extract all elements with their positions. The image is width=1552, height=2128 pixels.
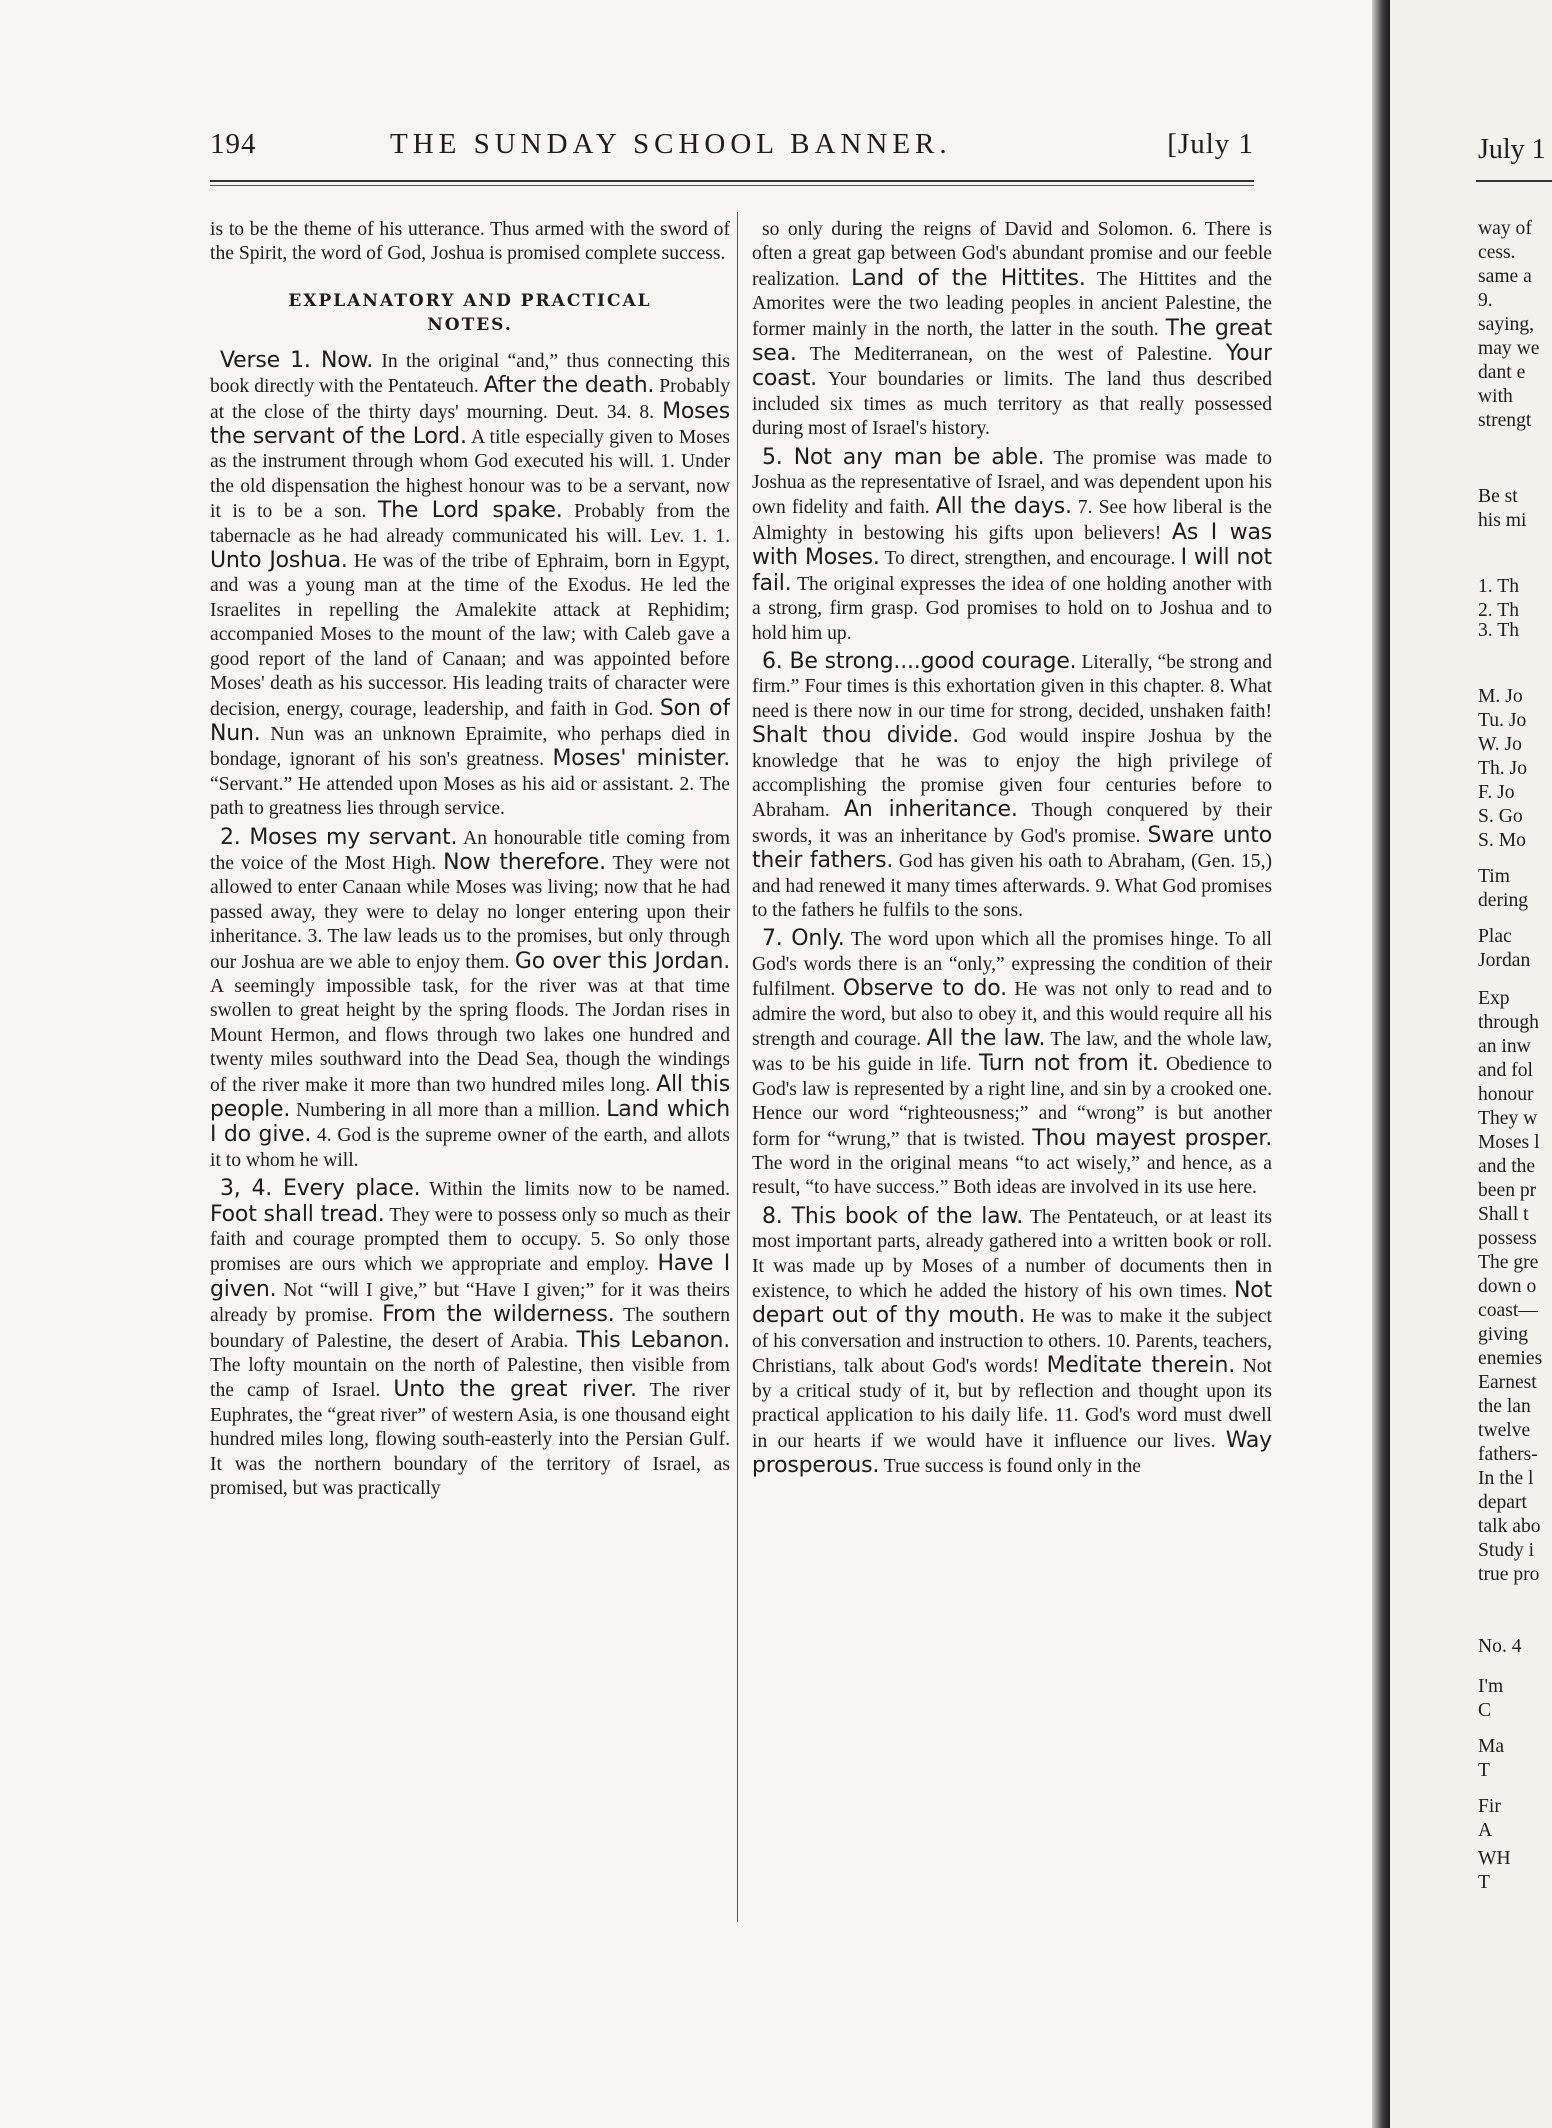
next-page-line: T [1478, 1872, 1490, 1893]
note-text: Your boundaries or limits. The land thus described included six times as much territory as that really possessed during most of Israel's history. [752, 369, 1272, 440]
next-page-line: Moses l [1478, 1132, 1540, 1153]
next-page-line: Tim [1478, 866, 1510, 887]
note-keyword: This Lebanon. [576, 1327, 730, 1353]
next-page-line: Tu. Jo [1478, 710, 1527, 731]
note-text: “Servant.” He attended upon Moses as his aid or assistant. 2. The path to greatness lies through service. [210, 773, 730, 820]
note-paragraph [210, 349, 730, 822]
note-text: 7. See how liberal is the Almighty in bestowing his gifts upon believers! [752, 497, 1272, 544]
next-page-line: enemies [1478, 1348, 1543, 1369]
next-page-line: way of [1478, 218, 1532, 239]
note-text: 4. God is the supreme owner of the earth, and allots it to whom he will. [210, 1125, 730, 1171]
note-text: The word upon which all the promises hinge. To all God's words there is an “only,” expressing the condition of their fulfilment. [752, 929, 1272, 1001]
next-page-line: 2. Th [1478, 600, 1520, 621]
note-keyword: Now therefore. [443, 849, 606, 875]
note-paragraph [752, 927, 1272, 1200]
next-page-line: twelve [1478, 1420, 1531, 1441]
note-keyword: After the death. [483, 373, 655, 399]
next-page-line: dant e [1478, 362, 1526, 383]
note-text: To direct, strengthen, and encourage. [879, 548, 1181, 570]
note-keyword: 8. This book of the law. [762, 1203, 1024, 1229]
note-text: Within the limits now to be named. [420, 1179, 730, 1201]
next-page-line: Plac [1478, 926, 1512, 947]
next-page-line: through [1478, 1012, 1539, 1033]
next-page-line: true pro [1478, 1564, 1540, 1585]
next-page-line: Shall t [1478, 1204, 1529, 1225]
note-text: God has given his oath to Abraham, (Gen. 15,) and had renewed it many times afterwards. 9. What God promises to the fathers he fulfils to the sons. [752, 851, 1272, 921]
next-page-line: dering [1478, 890, 1529, 911]
note-text: He was to make it the subject of his conversation and instruction to others. 10. Parents, teachers, Christians, talk about God's words! [752, 1306, 1272, 1378]
note-paragraph [752, 218, 1272, 442]
next-page-line: may we [1478, 338, 1540, 359]
note-text: Obedience to God's law is represented by a right line, and sin by a crooked one. Hence our word “righteousness;” and “wrong” is but another form for “wrung,” that is twisted. [752, 1054, 1272, 1150]
note-keyword: All the days. [935, 494, 1072, 520]
note-text: The Mediterranean, on the west of Palestine. [796, 344, 1226, 366]
note-keyword: The great sea. [752, 315, 1272, 367]
next-page-line: A [1478, 1820, 1493, 1841]
note-keyword: 3, 4. Every place. [220, 1176, 421, 1202]
page-number: 194 [210, 128, 257, 160]
next-page-line: the lan [1478, 1396, 1531, 1417]
note-keyword: The Lord spake. [377, 498, 563, 524]
note-keyword: 5. Not any man be able. [762, 444, 1045, 470]
next-page-line: and fol [1478, 1060, 1533, 1081]
next-page-line: C [1478, 1700, 1492, 1721]
note-text: The southern boundary of Palestine, the desert of Arabia. [210, 1305, 730, 1352]
next-page-line: S. Mo [1478, 830, 1526, 851]
note-keyword: Foot shall tread. [210, 1201, 385, 1227]
note-keyword: From the wilderness. [382, 1302, 615, 1328]
note-keyword: 6. Be strong....good courage. [762, 648, 1077, 674]
next-page-line: Fir [1478, 1796, 1501, 1817]
next-page-edge [1390, 0, 1552, 2128]
note-text: An honourable title coming from the voice of the Most High. [210, 827, 730, 874]
binding-gutter [1372, 0, 1390, 2128]
note-text: Probably at the close of the thirty days' mourning. Deut. 34. 8. [210, 376, 730, 423]
note-text: The word in the original means “to act wisely,” and hence, as a result, “to have success.” Both ideas are involved in its use here. [752, 1153, 1272, 1199]
next-page-line: I'm [1478, 1676, 1504, 1697]
next-page-line: Th. Jo [1478, 758, 1527, 779]
note-keyword: Shalt thou divide. [752, 723, 960, 749]
note-keyword: Moses the servant of the Lord. [210, 398, 730, 450]
next-page-line: Earnest [1478, 1372, 1537, 1393]
next-page-line: honour [1478, 1084, 1534, 1105]
column-divider [737, 212, 738, 1922]
header-rule [210, 180, 1254, 186]
next-page-line: 3. Th [1478, 620, 1520, 641]
note-text: so only during the reigns of David and Solomon. 6. There is often a great gap between God's abundant promise and our feeble realization. [752, 219, 1272, 290]
note-keyword: Verse 1. Now. [220, 347, 374, 373]
next-page-line: coast— [1478, 1300, 1538, 1321]
running-header [210, 128, 1254, 168]
note-keyword: As I was with Moses. [752, 519, 1272, 571]
note-paragraph [210, 826, 730, 1174]
left-column [210, 218, 730, 1928]
next-page-line: talk abo [1478, 1516, 1541, 1537]
note-text: Not “will I give,” but “Have I given;” for it was theirs already by promise. [210, 1279, 730, 1327]
note-keyword: Turn not from it. [978, 1051, 1159, 1077]
note-keyword: Your coast. [752, 341, 1272, 392]
note-keyword: Not depart out of thy mouth. [752, 1278, 1272, 1329]
next-page-line: No. 4 [1478, 1636, 1522, 1657]
note-text: The original expresses the idea of one holding another with a strong, firm grasp. God promises to hold on to Joshua and to hold him up. [752, 573, 1272, 644]
note-keyword: Land of the Hittites. [851, 265, 1086, 291]
next-page-line: Exp [1478, 988, 1510, 1009]
next-page-line: S. Go [1478, 806, 1523, 827]
note-text: The promise was made to Joshua as the representative of Israel, and was dependent upon his own fidelity and faith. [752, 447, 1272, 519]
note-keyword: An inheritance. [843, 797, 1018, 823]
section-title [210, 289, 730, 337]
note-keyword: Land which I do give. [210, 1097, 730, 1148]
right-column [752, 218, 1272, 1928]
next-page-line: depart [1478, 1492, 1527, 1513]
intro-paragraph: is to be the theme of his utterance. Thus armed with the sword of the Spirit, the word of God, Joshua is promised complete success. [210, 219, 730, 265]
note-keyword: Moses' minister. [552, 746, 730, 772]
next-page-line: fathers- [1478, 1444, 1538, 1465]
next-page-line: They w [1478, 1108, 1538, 1129]
note-text: Not by a critical study of it, but by reflection and thought upon its practical application to his daily life. 11. God's word must dwell in our hearts if we would have it influence our lives. [752, 1356, 1272, 1452]
next-page-line: Study i [1478, 1540, 1535, 1561]
next-page-line: cess. [1478, 242, 1516, 263]
next-page-line: down o [1478, 1276, 1537, 1297]
next-page-line: Be st [1478, 486, 1518, 507]
note-text: A title especially given to Moses as the instrument through whom God executed his will. 1. Under the old dispensation the highest honour was to be a servant, now it is to be a son. [210, 427, 730, 523]
note-keyword: Sware unto their fathers. [752, 822, 1272, 874]
next-page-line: W. Jo [1478, 734, 1522, 755]
next-page-line: The gre [1478, 1252, 1539, 1273]
next-page-line: saying, [1478, 314, 1535, 335]
next-page-line: Ma [1478, 1736, 1505, 1757]
note-keyword: Go over this Jordan. [514, 948, 730, 974]
section-title-line: NOTES. [427, 314, 513, 335]
next-page-line: M. Jo [1478, 686, 1523, 707]
section-title-line: EXPLANATORY AND PRACTICAL [288, 290, 652, 311]
note-paragraph [752, 1205, 1272, 1479]
note-text: Nun was an unknown Epraimite, who perhaps died in bondage, ignorant of his son's greatness. [210, 723, 730, 771]
note-text: They were to possess only so much as their faith and courage prompted them to occupy. 5. So only those promises are ours which we appropriate and employ. [210, 1204, 730, 1276]
next-page-line: F. Jo [1478, 782, 1515, 803]
note-keyword: Thou mayest prosper. [1032, 1125, 1272, 1151]
next-page-line: WH [1478, 1848, 1511, 1869]
note-text: The law, and the whole law, was to be his guide in life. [752, 1029, 1272, 1076]
notes-right [752, 218, 1272, 1479]
next-page-line: an inw [1478, 1036, 1531, 1057]
note-text: The Pentateuch, or at least its most important parts, already gathered into a written book or roll. It was made up by Moses of a number of documents then in existence, to which he added the history of his own times. [752, 1206, 1272, 1303]
note-keyword: All the law. [926, 1026, 1046, 1051]
note-text: In the original “and,” thus connecting this book directly with the Pentateuch. [210, 350, 730, 398]
note-text: A seemingly impossible task, for the river was at that time swollen to great height by the spring floods. The Jordan rises in Mount Hermon, and flows through two lakes one hundred and twenty miles southward into the Dead Sea, though the windings of the river make it more than two hundred miles long. [210, 975, 730, 1096]
note-paragraph [752, 446, 1272, 646]
next-page-header: July 1 [1478, 134, 1546, 165]
note-text: The river Euphrates, the “great river” of western Asia, is one thousand eight hundred miles long, flowing south-easterly into the Persian Gulf. It was the northern boundary of the territory of Israel, as promised, but was practically [210, 1380, 730, 1500]
note-text: Numbering in all more than a million. [290, 1100, 607, 1121]
next-page-line: 9. [1478, 290, 1493, 311]
note-keyword: 7. Only. [762, 926, 845, 952]
next-page-rule [1476, 180, 1552, 182]
note-text: He was not only to read and to admire the word, but also to obey it, and this would require all his strength and courage. [752, 979, 1272, 1050]
note-text: God would inspire Joshua by the knowledge that he was to enjoy the high privilege of accomplishing the promise given four centuries before to Abraham. [752, 726, 1272, 822]
note-keyword: Unto Joshua. [210, 548, 348, 574]
next-page-line: giving [1478, 1324, 1529, 1345]
note-paragraph [210, 1177, 730, 1501]
next-page-line: possess [1478, 1228, 1537, 1249]
note-text: The Hittites and the Amorites were the two leading peoples in ancient Palestine, the former mainly in the north, the latter in the south. [752, 268, 1272, 340]
note-text: The lofty mountain on the north of Palestine, then visible from the camp of Israel. [210, 1355, 730, 1402]
note-keyword: Observe to do. [842, 976, 1007, 1002]
next-page-line: T [1478, 1760, 1490, 1781]
note-keyword: Way prosperous. [752, 1427, 1272, 1478]
note-text: True success is found only in the [879, 1455, 1141, 1477]
notes-left [210, 349, 730, 1502]
publication-title: THE SUNDAY SCHOOL BANNER. [390, 128, 952, 160]
note-text: Probably from the tabernacle as he had already communicated his will. Lev. 1. 1. [210, 501, 730, 547]
note-keyword: Son of Nun. [210, 695, 730, 746]
next-page-line: with [1478, 386, 1513, 407]
note-keyword: Meditate therein. [1046, 1353, 1235, 1379]
next-page-line: In the l [1478, 1468, 1534, 1489]
next-page-line: same a [1478, 266, 1532, 287]
note-keyword: All this people. [210, 1071, 730, 1122]
note-keyword: I will not fail. [752, 545, 1272, 596]
next-page-line: and the [1478, 1156, 1536, 1177]
issue-date: [July 1 [1167, 128, 1254, 160]
note-text: Literally, “be strong and firm.” Four times is this exhortation given in this chapter. 8. What need is there now in our time for strong, decided, unshaken faith! [752, 651, 1272, 722]
note-paragraph [752, 650, 1272, 923]
note-keyword: Have I given. [210, 1251, 730, 1302]
note-keyword: Unto the great river. [393, 1377, 637, 1403]
note-keyword: 2. Moses my servant. [220, 824, 458, 850]
note-text: Though conquered by their swords, it was an inheritance by God's promise. [752, 800, 1272, 847]
next-page-line: been pr [1478, 1180, 1537, 1201]
next-page-line: 1. Th [1478, 576, 1520, 597]
next-page-line: his mi [1478, 510, 1527, 531]
note-text: They were not allowed to enter Canaan while Moses was living; now that he had passed away, they were to delay no longer entering upon their inheritance. 3. The law leads us to the promises, but only through our Joshua are we able to enjoy them. [210, 852, 730, 973]
next-page-line: Jordan [1478, 950, 1531, 971]
next-page-line: strengt [1478, 410, 1532, 431]
note-text: He was of the tribe of Ephraim, born in Egypt, and was a young man at the time of the Exodus. He led the Israelites in repelling the Amalekite attack at Rephidim; accompanied Moses to the mount of the law; with Caleb gave a good report of the land of Canaan; and was appointed before Moses' death as his successor. His leading traits of character were decision, energy, courage, leadership, and faith in God. [210, 551, 730, 720]
